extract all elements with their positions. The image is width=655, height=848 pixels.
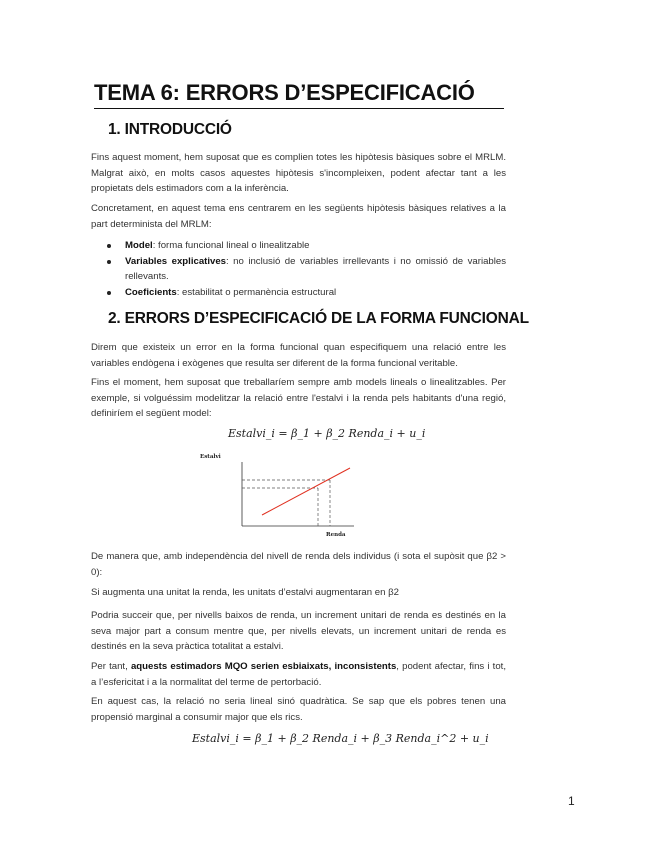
- functional-form-paragraph-1: Direm que existeix un error en la forma funcional quan especifiquem una relació entre les variables endògena i exògenes que resulta ser diferent de la forma funcional veritable.: [91, 342, 506, 369]
- functional-form-paragraph-6: [91, 659, 506, 690]
- formula-text: Estalvi_i = β_1 + β_2 Renda_i + β_3 Renda_i^2 + u_i: [192, 732, 489, 745]
- p6-bold: aquests estimadors MQO serien esbiaixats, inconsistents: [130, 661, 397, 672]
- functional-form-paragraph-3: De manera que, amb independència del nivell de renda dels individus (i sota el supòsit que β2 > 0):: [91, 551, 506, 578]
- formula-quadratic-model: [192, 732, 489, 745]
- y-axis-label: Estalvi: [200, 454, 221, 460]
- x-axis-label: Renda: [326, 532, 346, 538]
- list-item-label: Coeficients: [125, 286, 177, 298]
- list-item-text: : no inclusió de variables irrellevants i no omissió de variables rellevants.: [125, 255, 507, 282]
- section-heading-forma-funcional: 2. ERRORS D’ESPECIFICACIÓ DE LA FORMA FUNCIONAL: [108, 310, 529, 327]
- functional-form-paragraph-2: Fins el moment, hem suposat que treballaríem sempre amb models lineals o linealitzables. Per exemple, si volguéssim modelitzar la relació entre l'estalvi i la renda pels habitants d'una regió, definiríem el següent model:: [91, 377, 506, 419]
- formula-linear-model: [228, 427, 425, 440]
- regression-line: [262, 468, 350, 515]
- intro-paragraph-1: Fins aquest moment, hem suposat que es complien totes les hipòtesis bàsiques sobre el MRLM. Malgrat això, en molts casos aquestes hipòtesis s'incompleixen, podent afectar tant a les propietats dels estimadors com a la inferència.: [91, 152, 506, 194]
- list-item-text: : estabilitat o permanència estructural: [176, 286, 337, 298]
- list-item: [91, 238, 506, 254]
- savings-income-chart: [200, 450, 370, 540]
- list-item: [91, 254, 506, 285]
- formula-text: Estalvi_i = β_1 + β_2 Renda_i + u_i: [228, 427, 426, 440]
- p6-suffix: , podent afectar, fins i tot, a l’esfericitat i a la normalitat del terme de pertorbació.: [91, 661, 506, 688]
- functional-form-paragraph-5: Podria succeir que, per nivells baixos de renda, un increment unitari de renda es destinés en la seva major part a consum mentre que, per nivells elevats, un increment unitari de renda es destinés en la seva pràctica totalitat a estalvi.: [91, 610, 506, 652]
- list-item-label: Model: [125, 240, 153, 251]
- functional-form-paragraph-4: Si augmenta una unitat la renda, les unitats d’estalvi augmentaran en β2: [91, 587, 399, 598]
- page-number: 1: [568, 794, 575, 808]
- list-item: [91, 285, 506, 301]
- intro-paragraph-2: Concretament, en aquest tema ens centrarem en les següents hipòtesis bàsiques relatives a la part determinista del MRLM:: [91, 203, 506, 230]
- list-item-label: Variables explicatives: [125, 255, 227, 267]
- section-heading-introduccio: 1. INTRODUCCIÓ: [108, 121, 232, 138]
- p6-prefix: Per tant,: [91, 661, 131, 672]
- functional-form-paragraph-7: En aquest cas, la relació no seria lineal sinó quadràtica. Se sap que els pobres tenen una propensió marginal a consumir major que els rics.: [91, 696, 506, 723]
- page-title: TEMA 6: ERRORS D’ESPECIFICACIÓ: [94, 80, 504, 109]
- list-item-text: : forma funcional lineal o linealitzable: [152, 240, 310, 251]
- hypotheses-list: [91, 238, 506, 300]
